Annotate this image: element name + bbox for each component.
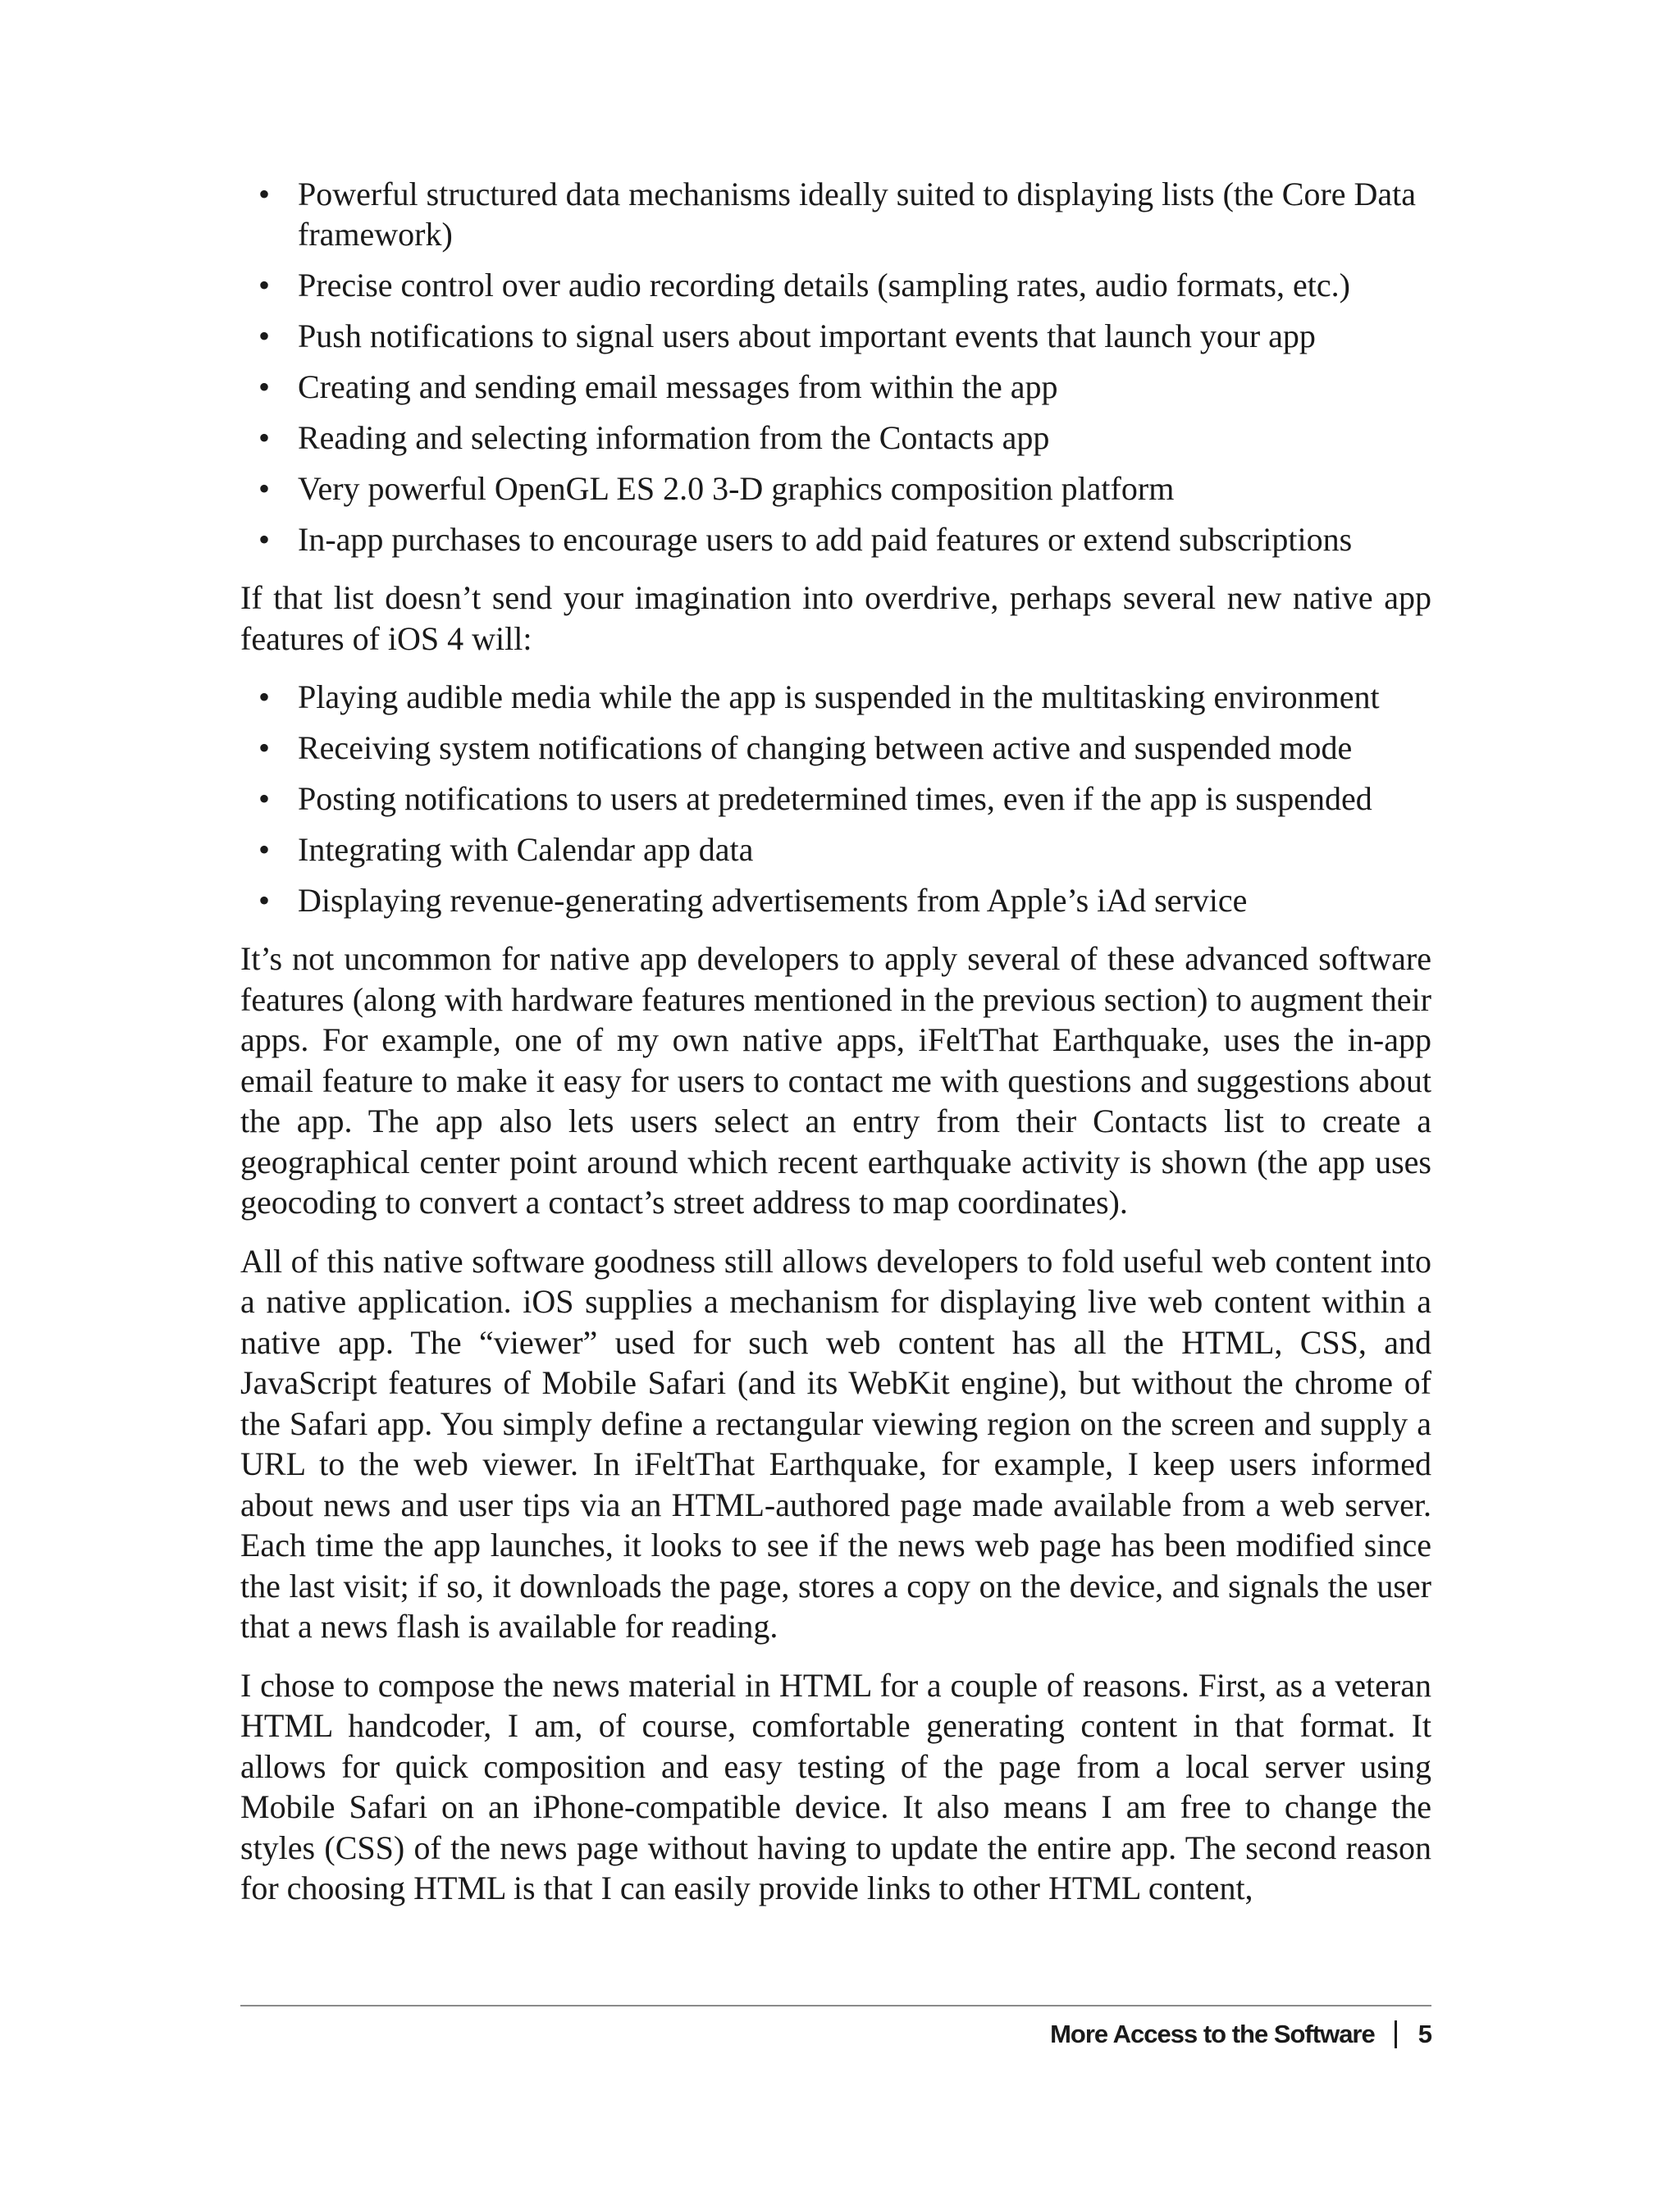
list-item bbox=[240, 519, 1431, 559]
paragraph-native-app-developers: It’s not uncommon for native app developers to apply several of these advanced software features (along with hardware features mentioned in the previous section) to augment their apps. For example, one of my own native apps, iFeltThat Earthquake, uses the in-app email feature to make it easy for users to contact me with questions and suggestions about the app. The app also lets users select an entry from their Contacts list to create a geographical center point around which recent earthquake activity is shown (the app uses geocoding to convert a contact’s street address to map coordinates). bbox=[240, 940, 1431, 1221]
footer-separator bbox=[1395, 2020, 1397, 2048]
list-item-text: Playing audible media while the app is suspended in the multitasking environment bbox=[298, 678, 1380, 715]
footer-divider bbox=[240, 2005, 1431, 2006]
list-item bbox=[240, 265, 1431, 305]
bullet-icon: • bbox=[258, 419, 271, 456]
list-item-text: Very powerful OpenGL ES 2.0 3-D graphics composition platform bbox=[298, 470, 1175, 507]
bullet-icon: • bbox=[258, 317, 271, 354]
bullet-icon: • bbox=[258, 521, 271, 558]
list-item-text: Precise control over audio recording details (sampling rates, audio formats, etc.) bbox=[298, 267, 1350, 304]
bullet-icon: • bbox=[258, 368, 271, 405]
list-item-text: Powerful structured data mechanisms ideally suited to displaying lists (the Core Data framework) bbox=[298, 176, 1417, 253]
paragraph-news-html: I chose to compose the news material in HTML for a couple of reasons. First, as a veteran HTML handcoder, I am, of course, comfortable generating content in that format. It allows for quick composition and easy testing of the page from a local server using Mobile Safari on an iPhone-compatible device. It also means I am free to change the styles (CSS) of the news page without having to update the entire app. The second reason for choosing HTML is that I can easily provide links to other HTML content, bbox=[240, 1666, 1431, 1906]
bullet-icon: • bbox=[258, 470, 271, 507]
list-item bbox=[240, 778, 1431, 819]
bullet-icon: • bbox=[258, 831, 271, 868]
list-item-text: Push notifications to signal users about important events that launch your app bbox=[298, 317, 1316, 354]
paragraph-web-content: All of this native software goodness still allows developers to fold useful web content into a native application. iOS supplies a mechanism for displaying live web content within a native app. The “viewer” used for such web content has all the HTML, CSS, and JavaScript features of Mobile Safari (and its WebKit engine), but without the chrome of the Safari app. You simply define a rectangular viewing region on the screen and supply a URL to the web viewer. In iFeltThat Earthquake, for example, I keep users informed about news and user tips via an HTML-authored page made available from a web server. Each time the app launches, it looks to see if the news web page has been modified since the last visit; if so, it downloads the page, stores a copy on the device, and signals the user that a news flash is available for reading. bbox=[240, 1242, 1431, 1645]
bullet-icon: • bbox=[258, 882, 271, 919]
list-item bbox=[240, 880, 1431, 920]
list-item-text: Displaying revenue-generating advertisements from Apple’s iAd service bbox=[298, 882, 1248, 919]
list-item-text: Creating and sending email messages from within the app bbox=[298, 368, 1058, 405]
bullet-icon: • bbox=[258, 267, 271, 304]
paragraph-ios4-intro: If that list doesn’t send your imagination into overdrive, perhaps several new native app features of iOS 4 will: bbox=[240, 579, 1431, 657]
list-item bbox=[240, 677, 1431, 717]
list-item-text: Receiving system notifications of changing between active and suspended mode bbox=[298, 729, 1353, 766]
bullet-icon: • bbox=[258, 176, 271, 212]
list-item bbox=[240, 829, 1431, 870]
bullet-list-ios4-features bbox=[240, 677, 1431, 920]
page-number: 5 bbox=[1418, 2020, 1431, 2048]
list-item bbox=[240, 418, 1431, 458]
bullet-icon: • bbox=[258, 780, 271, 817]
page-footer bbox=[1050, 2020, 1431, 2049]
bullet-list-native-features bbox=[240, 174, 1431, 559]
page-body bbox=[240, 174, 1431, 1909]
footer-section-title: More Access to the Software bbox=[1050, 2020, 1375, 2048]
list-item bbox=[240, 316, 1431, 356]
list-item bbox=[240, 728, 1431, 768]
list-item-text: Reading and selecting information from the Contacts app bbox=[298, 419, 1050, 456]
list-item-text: Posting notifications to users at predetermined times, even if the app is suspended bbox=[298, 780, 1372, 817]
list-item bbox=[240, 174, 1431, 254]
list-item bbox=[240, 367, 1431, 407]
list-item-text: In-app purchases to encourage users to add paid features or extend subscriptions bbox=[298, 521, 1353, 558]
list-item-text: Integrating with Calendar app data bbox=[298, 831, 754, 868]
bullet-icon: • bbox=[258, 729, 271, 766]
bullet-icon: • bbox=[258, 678, 271, 715]
list-item bbox=[240, 468, 1431, 509]
